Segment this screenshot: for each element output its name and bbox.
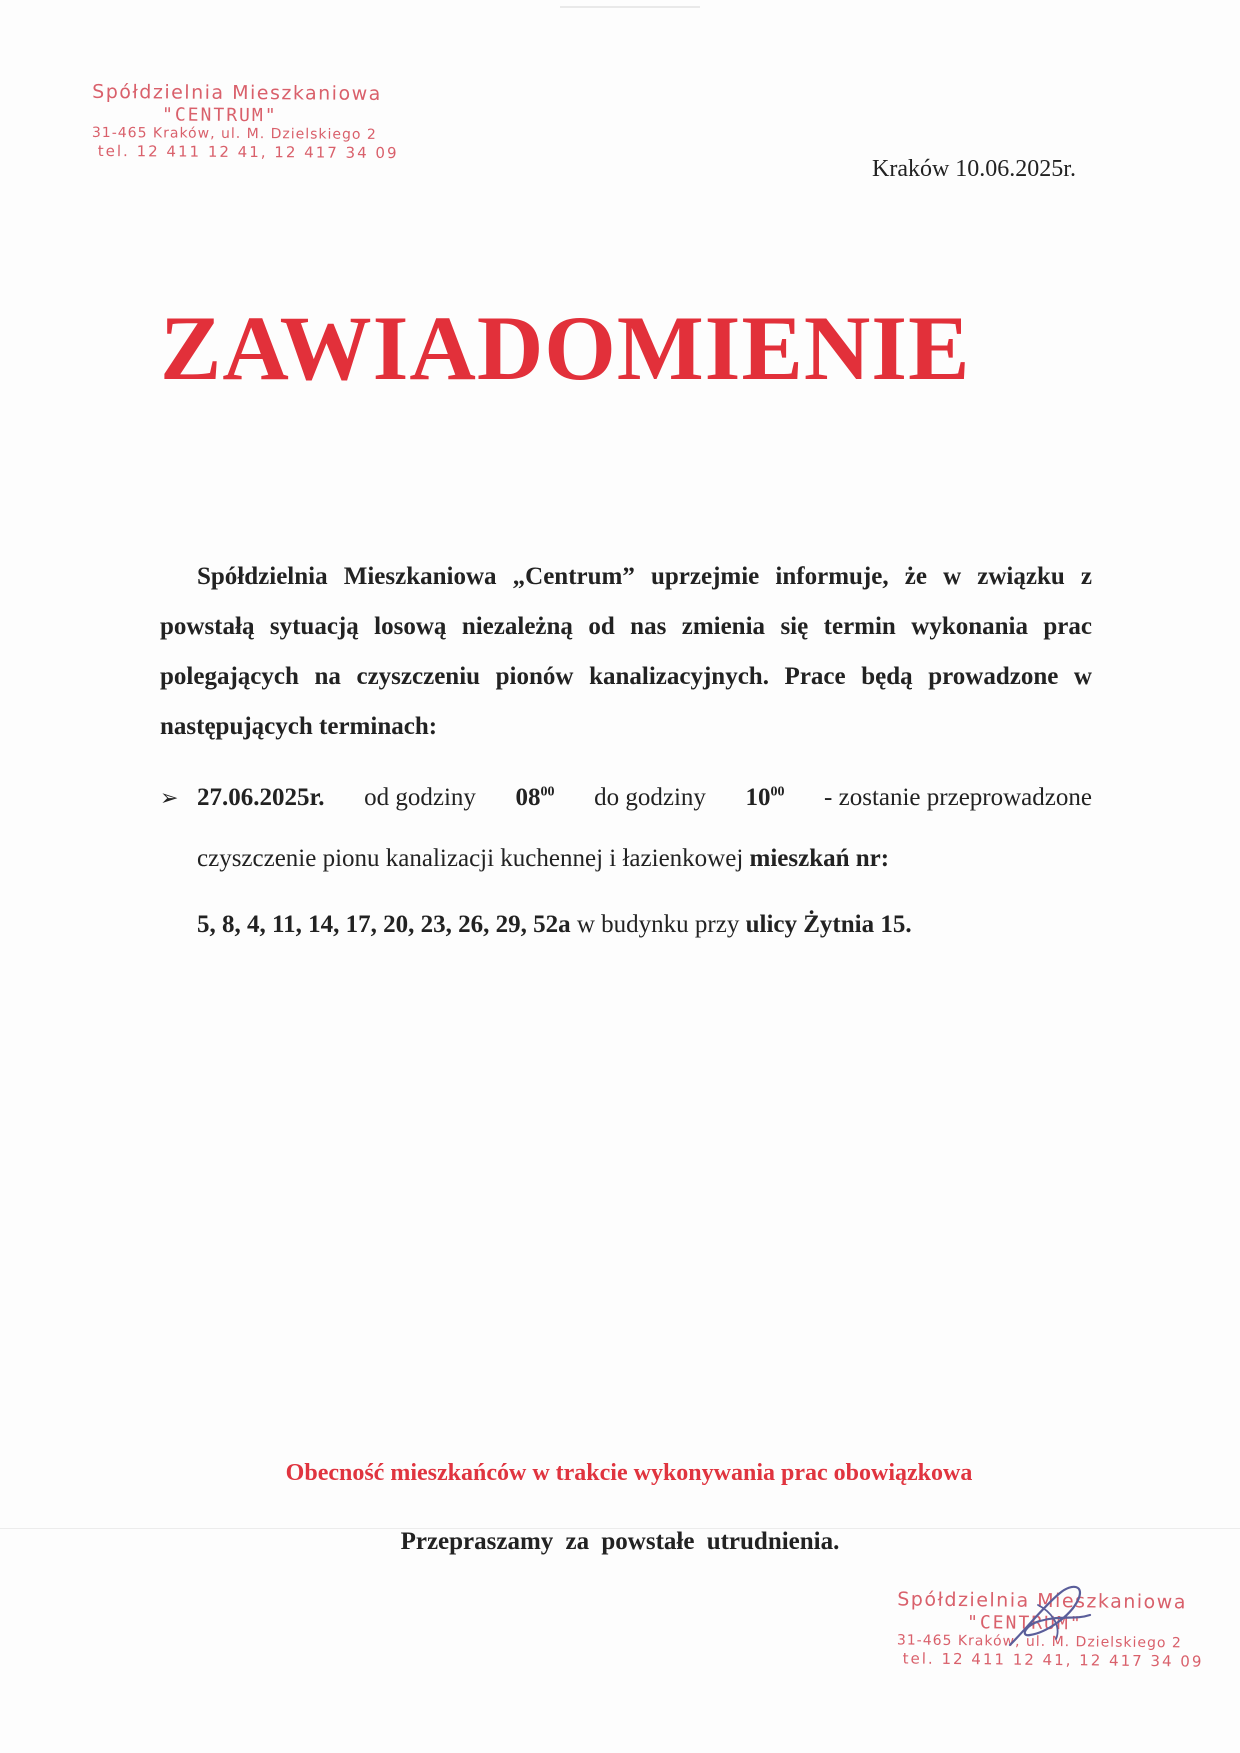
obligatory-presence-notice: Obecność mieszkańców w trakcie wykonywania prac obowiązkowa: [285, 1460, 973, 1486]
notice-paragraph-text: Spółdzielnia Mieszkaniowa „Centrum” uprzejmie informuje, że w związku z powstałą sytuacją losową niezależną od nas zmienia się termin wykonania prac polegających na czyszczeniu pionów kanalizacyjnych. Prace będą prowadzone w następujących terminach:: [160, 563, 1092, 740]
schedule-line: [160, 770, 1092, 826]
schedule-description: czyszczenie pionu kanalizacji kuchennej i łazienkowej: [197, 845, 744, 872]
apartment-numbers: 5, 8, 4, 11, 14, 17, 20, 23, 26, 29, 52a: [197, 911, 571, 938]
notice-paragraph: [160, 552, 1092, 752]
schedule-date: 27.06.2025r.: [197, 784, 325, 811]
apology-text: Przepraszamy za powstałe utrudnienia.: [400, 1528, 840, 1555]
schedule-item: [160, 770, 1092, 958]
to-label: do godziny: [594, 784, 706, 811]
stamp-centrum: "CENTRUM": [161, 104, 278, 127]
to-time: $10^{00}$: [745, 784, 785, 811]
stamp-name: Spółdzielnia Mieszkaniowa: [92, 80, 382, 105]
from-label: od godziny: [364, 784, 476, 811]
stamp-phone: tel. 12 411 12 41, 12 417 34 09: [902, 1649, 1204, 1671]
building-text: w budynku przy: [576, 911, 740, 938]
stamp-phone: tel. 12 411 12 41, 12 417 34 09: [97, 142, 399, 163]
document-date: Kraków 10.06.2025r.: [872, 156, 1076, 182]
action-text: - zostanie przeprowadzone: [824, 784, 1092, 811]
cooperative-stamp-top: [92, 81, 399, 162]
from-time: $08^{00}$: [515, 784, 555, 811]
stamp-address: 31-465 Kraków, ul. M. Dzielskiego 2: [896, 1632, 1182, 1652]
page-title: ZAWIADOMIENIE: [160, 297, 971, 399]
schedule-description-line: [160, 826, 1092, 892]
stamp-address: 31-465 Kraków, ul. M. Dzielskiego 2: [91, 125, 377, 144]
stamp-name: Spółdzielnia Mieszkaniowa: [897, 1588, 1188, 1614]
arrow-bullet-icon: ➢: [160, 785, 179, 810]
signature-icon: [990, 1575, 1100, 1655]
street-address: ulicy Żytnia 15.: [745, 911, 912, 938]
apartments-line: [160, 892, 1092, 958]
apartments-label: mieszkań nr:: [749, 845, 890, 872]
stamp-centrum: "CENTRUM": [966, 1611, 1083, 1635]
scan-artifact: [560, 6, 700, 8]
